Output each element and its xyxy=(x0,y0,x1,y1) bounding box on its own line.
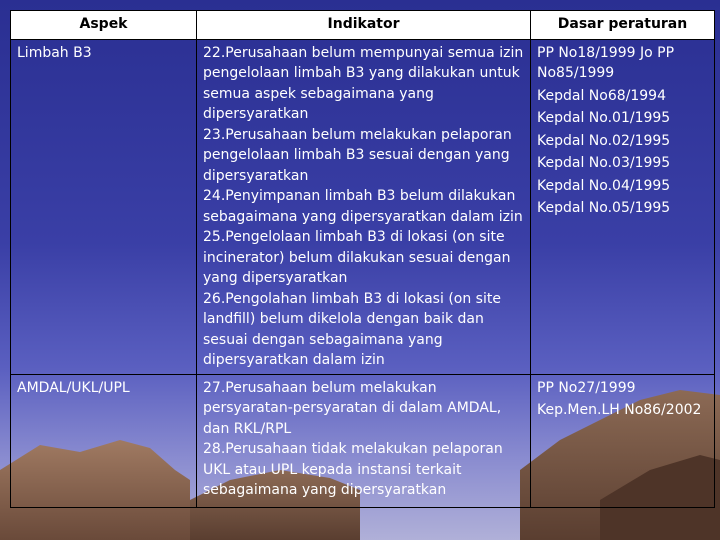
regulation-table xyxy=(10,10,715,508)
indikator-item: 24.Penyimpanan limbah B3 belum dilakukan sebagaimana yang dipersyaratkan dalam izin xyxy=(203,188,523,225)
column-header-aspek: Aspek xyxy=(11,11,197,40)
aspek-cell: Limbah B3 xyxy=(11,39,197,374)
regulation-item: Kepdal No.02/1995 xyxy=(537,132,671,149)
regulation-item: Kepdal No.01/1995 xyxy=(537,110,671,126)
indikator-item: 28.Perusahaan tidak melakukan pelaporan UKL atau UPL kepada instansi terkait sebagaimana yang dipersyaratkan xyxy=(203,441,503,498)
table-row xyxy=(11,374,715,507)
indikator-item: 22.Perusahaan belum mempunyai semua izin pengelolaan limbah B3 yang dilakukan untuk semua aspek sebagaimana yang dipersyaratkan xyxy=(203,44,524,122)
indikator-item: 26.Pengolahan limbah B3 di lokasi (on site landfill) belum dikelola dengan baik dan sesuai dengan sebagaimana yang dipersyaratkan dalam izin xyxy=(203,290,501,368)
table-row xyxy=(11,39,715,374)
regulation-item: Kep.Men.LH No86/2002 xyxy=(537,402,702,418)
indikator-cell xyxy=(197,374,531,507)
regulation-item: Kepdal No68/1994 xyxy=(537,87,666,104)
indikator-item: 25.Pengelolaan limbah B3 di lokasi (on site incinerator) belum dilakukan sesuai dengan yang dipersyaratkan xyxy=(203,229,511,286)
aspek-cell: AMDAL/UKL/UPL xyxy=(11,374,197,507)
indikator-item: 23.Perusahaan belum melakukan pelaporan pengelolaan limbah B3 sesuai dengan yang dipersyaratkan xyxy=(203,126,512,184)
column-header-indikator: Indikator xyxy=(197,11,531,40)
regulation-item: PP No27/1999 xyxy=(537,379,636,396)
indikator-cell xyxy=(197,39,531,374)
regulation-item: PP No18/1999 Jo PP No85/1999 xyxy=(537,44,675,81)
indikator-item: 27.Perusahaan belum melakukan persyaratan-persyaratan di dalam AMDAL, dan RKL/RPL xyxy=(203,379,502,437)
regulation-item: Kepdal No.05/1995 xyxy=(537,200,671,216)
table-header-row xyxy=(11,11,715,40)
dasar-peraturan-cell xyxy=(531,39,715,374)
column-header-dasar-peraturan: Dasar peraturan xyxy=(531,11,715,40)
regulation-item: Kepdal No.03/1995 xyxy=(537,155,671,171)
regulation-item: Kepdal No.04/1995 xyxy=(537,177,671,194)
dasar-peraturan-cell xyxy=(531,374,715,507)
